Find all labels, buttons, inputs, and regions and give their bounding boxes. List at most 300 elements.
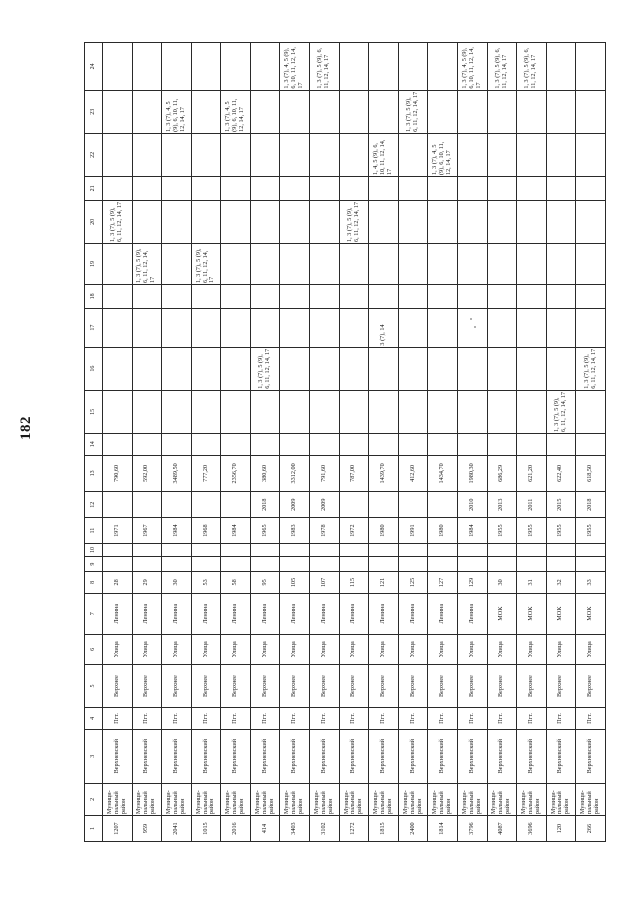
col-10-cell bbox=[280, 544, 310, 557]
col-22-cell bbox=[487, 133, 517, 176]
col-17-cell bbox=[517, 308, 547, 347]
record-id-cell: 1272 bbox=[339, 816, 369, 842]
col-20-cell bbox=[576, 200, 606, 243]
col-18-cell bbox=[162, 284, 192, 308]
settlement-name-cell: Верхнее bbox=[546, 664, 576, 707]
record-id-cell: 1815 bbox=[369, 816, 399, 842]
col-16-cell bbox=[398, 347, 428, 390]
col-24-cell bbox=[103, 43, 133, 91]
street-name-cell: Ленина bbox=[250, 593, 280, 634]
col-20-cell bbox=[457, 200, 487, 243]
total-area-cell: 380,60 bbox=[250, 455, 280, 492]
repair-year-cell bbox=[103, 492, 133, 518]
col-17-cell bbox=[103, 308, 133, 347]
municipality-type-cell: Муници-пальный район bbox=[339, 783, 369, 815]
street-type-cell: Улица bbox=[191, 634, 221, 664]
repair-year-cell bbox=[162, 492, 192, 518]
column-number: 14 bbox=[85, 433, 103, 455]
total-area-cell: 3312,00 bbox=[280, 455, 310, 492]
col-17-cell bbox=[132, 308, 162, 347]
col-19-cell bbox=[487, 243, 517, 284]
col-23-cell bbox=[517, 90, 547, 133]
total-area-cell: 622,40 bbox=[546, 455, 576, 492]
col-9-cell bbox=[280, 557, 310, 572]
col-16-cell bbox=[280, 347, 310, 390]
col-10-cell bbox=[576, 544, 606, 557]
col-15-cell bbox=[369, 390, 399, 433]
record-id-cell: 3102 bbox=[310, 816, 340, 842]
col-20-cell bbox=[517, 200, 547, 243]
district-name-cell: Верхневский bbox=[369, 729, 399, 783]
col-20-cell bbox=[191, 200, 221, 243]
district-name-cell: Верхневский bbox=[280, 729, 310, 783]
build-year-cell: 1965 bbox=[250, 518, 280, 544]
settlement-type-cell: Пгт. bbox=[280, 708, 310, 730]
house-number-cell: 33 bbox=[576, 572, 606, 594]
settlement-type-cell: Пгт. bbox=[546, 708, 576, 730]
col-9-cell bbox=[132, 557, 162, 572]
settlement-name-cell: Верхнее bbox=[250, 664, 280, 707]
col-9-cell bbox=[103, 557, 133, 572]
settlement-name-cell: Верхнее bbox=[517, 664, 547, 707]
column-number: 3 bbox=[85, 729, 103, 783]
col-9-cell bbox=[162, 557, 192, 572]
street-name-cell: МОК bbox=[517, 593, 547, 634]
col-9-cell bbox=[310, 557, 340, 572]
col-20-cell bbox=[428, 200, 458, 243]
house-number-cell: 125 bbox=[398, 572, 428, 594]
municipality-type-cell: Муници-пальный район bbox=[250, 783, 280, 815]
col-10-cell bbox=[162, 544, 192, 557]
col-20-cell bbox=[487, 200, 517, 243]
col-15-cell bbox=[221, 390, 251, 433]
record-id-cell: 414 bbox=[250, 816, 280, 842]
col-23-cell bbox=[576, 90, 606, 133]
build-year-cell: 1955 bbox=[517, 518, 547, 544]
col-19-cell bbox=[103, 243, 133, 284]
col-18-cell bbox=[369, 284, 399, 308]
col-15-cell bbox=[191, 390, 221, 433]
column-number: 13 bbox=[85, 455, 103, 492]
col-16-cell bbox=[546, 347, 576, 390]
settlement-type-cell: Пгт. bbox=[398, 708, 428, 730]
rotated-table-frame bbox=[84, 42, 606, 842]
house-number-cell: 31 bbox=[517, 572, 547, 594]
total-area-cell: 618,50 bbox=[576, 455, 606, 492]
col-17-cell bbox=[487, 308, 517, 347]
street-type-cell: Улица bbox=[457, 634, 487, 664]
col-23-cell bbox=[280, 90, 310, 133]
col-9-cell bbox=[250, 557, 280, 572]
column-number: 4 bbox=[85, 708, 103, 730]
col-21-cell bbox=[487, 177, 517, 201]
col-23-cell bbox=[487, 90, 517, 133]
col-14-cell bbox=[369, 433, 399, 455]
build-year-cell: 1991 bbox=[398, 518, 428, 544]
column-number: 21 bbox=[85, 177, 103, 201]
col-17-cell bbox=[280, 308, 310, 347]
col-18-cell bbox=[221, 284, 251, 308]
street-type-cell: Улица bbox=[398, 634, 428, 664]
col-16-cell bbox=[517, 347, 547, 390]
col-19-cell bbox=[576, 243, 606, 284]
street-type-cell: Улица bbox=[132, 634, 162, 664]
col-14-cell bbox=[221, 433, 251, 455]
col-15-cell bbox=[310, 390, 340, 433]
total-area-cell: 1434,70 bbox=[428, 455, 458, 492]
table-body bbox=[103, 43, 606, 842]
col-22-cell: 1, 4, 5 (9), 6, 10, 11, 12, 14, 17 bbox=[369, 133, 399, 176]
settlement-type-cell: Пгт. bbox=[457, 708, 487, 730]
municipality-type-cell: Муници-пальный район bbox=[398, 783, 428, 815]
total-area-cell: 686,29 bbox=[487, 455, 517, 492]
settlement-type-cell: Пгт. bbox=[487, 708, 517, 730]
settlement-type-cell: Пгт. bbox=[310, 708, 340, 730]
col-16-cell bbox=[369, 347, 399, 390]
record-id-cell: 1814 bbox=[428, 816, 458, 842]
col-23-cell: 1, 3 (7), 5 (9), 6, 11, 12, 14, 17 bbox=[398, 90, 428, 133]
repair-year-cell bbox=[369, 492, 399, 518]
col-16-cell bbox=[457, 347, 487, 390]
col-18-cell bbox=[310, 284, 340, 308]
record-id-cell: 1015 bbox=[191, 816, 221, 842]
municipality-type-cell: Муници-пальный район bbox=[280, 783, 310, 815]
col-24-cell bbox=[398, 43, 428, 91]
col-14-cell bbox=[546, 433, 576, 455]
column-number: 11 bbox=[85, 518, 103, 544]
street-type-cell: Улица bbox=[546, 634, 576, 664]
build-year-cell: 1971 bbox=[103, 518, 133, 544]
record-id-cell: 3796 bbox=[457, 816, 487, 842]
col-17-cell: 3 (7), 14 bbox=[369, 308, 399, 347]
street-name-cell: Ленина bbox=[221, 593, 251, 634]
repair-year-cell: 2018 bbox=[250, 492, 280, 518]
col-22-cell bbox=[310, 133, 340, 176]
col-14-cell bbox=[517, 433, 547, 455]
table-row bbox=[221, 43, 251, 842]
settlement-type-cell: Пгт. bbox=[428, 708, 458, 730]
municipality-type-cell: Муници-пальный район bbox=[103, 783, 133, 815]
settlement-name-cell: Верхнее bbox=[280, 664, 310, 707]
build-year-cell: 1980 bbox=[369, 518, 399, 544]
col-10-cell bbox=[250, 544, 280, 557]
col-24-cell bbox=[191, 43, 221, 91]
total-area-cell: 790,60 bbox=[103, 455, 133, 492]
col-14-cell bbox=[250, 433, 280, 455]
col-9-cell bbox=[428, 557, 458, 572]
build-year-cell: 1955 bbox=[546, 518, 576, 544]
col-24-cell bbox=[221, 43, 251, 91]
settlement-type-cell: Пгт. bbox=[191, 708, 221, 730]
col-20-cell bbox=[221, 200, 251, 243]
col-16-cell bbox=[487, 347, 517, 390]
col-24-cell: 1, 3 (7), 5 (9), 6, 11, 12, 14, 17 bbox=[517, 43, 547, 91]
col-17-cell bbox=[221, 308, 251, 347]
column-number: 22 bbox=[85, 133, 103, 176]
col-15-cell bbox=[162, 390, 192, 433]
district-name-cell: Верхневский bbox=[339, 729, 369, 783]
repair-year-cell: 2015 bbox=[546, 492, 576, 518]
col-20-cell bbox=[132, 200, 162, 243]
street-type-cell: Улица bbox=[339, 634, 369, 664]
col-21-cell bbox=[103, 177, 133, 201]
col-20-cell: 1, 3 (7), 5 (9), 6, 11, 12, 14, 17 bbox=[103, 200, 133, 243]
build-year-cell: 1978 bbox=[310, 518, 340, 544]
street-name-cell: Ленина bbox=[428, 593, 458, 634]
column-number: 17 bbox=[85, 308, 103, 347]
table-row bbox=[339, 43, 369, 842]
col-10-cell bbox=[428, 544, 458, 557]
district-name-cell: Верхневский bbox=[457, 729, 487, 783]
settlement-type-cell: Пгт. bbox=[339, 708, 369, 730]
table-row bbox=[103, 43, 133, 842]
col-21-cell bbox=[310, 177, 340, 201]
col-21-cell bbox=[339, 177, 369, 201]
settlement-type-cell: Пгт. bbox=[162, 708, 192, 730]
house-number-cell: 107 bbox=[310, 572, 340, 594]
house-number-cell: 53 bbox=[191, 572, 221, 594]
col-23-cell bbox=[457, 90, 487, 133]
street-name-cell: Ленина bbox=[162, 593, 192, 634]
col-9-cell bbox=[398, 557, 428, 572]
col-18-cell bbox=[250, 284, 280, 308]
settlement-name-cell: Верхнее bbox=[339, 664, 369, 707]
col-14-cell bbox=[162, 433, 192, 455]
house-number-cell: 115 bbox=[339, 572, 369, 594]
district-name-cell: Верхневский bbox=[103, 729, 133, 783]
street-type-cell: Улица bbox=[428, 634, 458, 664]
col-17-cell bbox=[428, 308, 458, 347]
col-14-cell bbox=[487, 433, 517, 455]
record-id-cell: 266 bbox=[576, 816, 606, 842]
settlement-name-cell: Верхнее bbox=[191, 664, 221, 707]
municipality-type-cell: Муници-пальный район bbox=[132, 783, 162, 815]
municipality-type-cell: Муници-пальный район bbox=[576, 783, 606, 815]
total-area-cell: 1980,30 bbox=[457, 455, 487, 492]
col-9-cell bbox=[487, 557, 517, 572]
col-9-cell bbox=[339, 557, 369, 572]
column-number: 15 bbox=[85, 390, 103, 433]
column-number: 18 bbox=[85, 284, 103, 308]
column-number: 5 bbox=[85, 664, 103, 707]
col-18-cell bbox=[339, 284, 369, 308]
col-18-cell bbox=[576, 284, 606, 308]
settlement-type-cell: Пгт. bbox=[369, 708, 399, 730]
district-name-cell: Верхневский bbox=[576, 729, 606, 783]
settlement-name-cell: Верхнее bbox=[310, 664, 340, 707]
build-year-cell: 1983 bbox=[280, 518, 310, 544]
col-17-cell bbox=[310, 308, 340, 347]
col-9-cell bbox=[576, 557, 606, 572]
street-name-cell: МОК bbox=[546, 593, 576, 634]
column-number: 8 bbox=[85, 572, 103, 594]
col-23-cell bbox=[428, 90, 458, 133]
col-10-cell bbox=[457, 544, 487, 557]
col-15-cell bbox=[280, 390, 310, 433]
settlement-type-cell: Пгт. bbox=[517, 708, 547, 730]
col-21-cell bbox=[428, 177, 458, 201]
col-23-cell bbox=[103, 90, 133, 133]
col-19-cell bbox=[369, 243, 399, 284]
district-name-cell: Верхневский bbox=[310, 729, 340, 783]
col-15-cell bbox=[103, 390, 133, 433]
street-name-cell: Ленина bbox=[132, 593, 162, 634]
street-type-cell: Улица bbox=[310, 634, 340, 664]
column-number: 19 bbox=[85, 243, 103, 284]
col-21-cell bbox=[457, 177, 487, 201]
col-15-cell bbox=[339, 390, 369, 433]
table-row bbox=[428, 43, 458, 842]
col-14-cell bbox=[428, 433, 458, 455]
col-18-cell bbox=[103, 284, 133, 308]
col-19-cell bbox=[517, 243, 547, 284]
page-number: 182 bbox=[18, 416, 34, 440]
total-area-cell: 2356,70 bbox=[221, 455, 251, 492]
col-21-cell bbox=[250, 177, 280, 201]
col-18-cell bbox=[132, 284, 162, 308]
col-16-cell bbox=[221, 347, 251, 390]
street-type-cell: Улица bbox=[162, 634, 192, 664]
record-id-cell: 3696 bbox=[517, 816, 547, 842]
street-name-cell: МОК bbox=[487, 593, 517, 634]
col-18-cell bbox=[191, 284, 221, 308]
col-9-cell bbox=[457, 557, 487, 572]
col-14-cell bbox=[339, 433, 369, 455]
col-21-cell bbox=[517, 177, 547, 201]
col-19-cell: 1, 3 (7), 5 (9), 6, 11, 12, 14, 17 bbox=[191, 243, 221, 284]
table-row bbox=[369, 43, 399, 842]
col-18-cell bbox=[457, 284, 487, 308]
col-19-cell bbox=[250, 243, 280, 284]
record-id-cell: 2400 bbox=[398, 816, 428, 842]
street-name-cell: Ленина bbox=[103, 593, 133, 634]
table-row bbox=[576, 43, 606, 842]
total-area-cell: 3489,50 bbox=[162, 455, 192, 492]
record-id-cell: 2016 bbox=[221, 816, 251, 842]
build-year-cell: 1955 bbox=[487, 518, 517, 544]
municipality-type-cell: Муници-пальный район bbox=[517, 783, 547, 815]
col-17-cell bbox=[191, 308, 221, 347]
col-9-cell bbox=[191, 557, 221, 572]
municipality-type-cell: Муници-пальный район bbox=[369, 783, 399, 815]
street-name-cell: Ленина bbox=[457, 593, 487, 634]
total-area-cell: 787,00 bbox=[339, 455, 369, 492]
municipality-type-cell: Муници-пальный район bbox=[221, 783, 251, 815]
table-row bbox=[310, 43, 340, 842]
col-17-cell bbox=[339, 308, 369, 347]
build-year-cell: 1967 bbox=[132, 518, 162, 544]
col-19-cell bbox=[398, 243, 428, 284]
house-number-cell: 29 bbox=[132, 572, 162, 594]
column-number: 10 bbox=[85, 544, 103, 557]
col-20-cell bbox=[280, 200, 310, 243]
house-number-cell: 28 bbox=[103, 572, 133, 594]
col-14-cell bbox=[103, 433, 133, 455]
col-24-cell bbox=[132, 43, 162, 91]
total-area-cell: 621,20 bbox=[517, 455, 547, 492]
table-row bbox=[132, 43, 162, 842]
col-22-cell bbox=[221, 133, 251, 176]
col-14-cell bbox=[310, 433, 340, 455]
col-10-cell bbox=[221, 544, 251, 557]
col-20-cell bbox=[546, 200, 576, 243]
col-19-cell bbox=[162, 243, 192, 284]
col-22-cell bbox=[398, 133, 428, 176]
record-id-cell: 2041 bbox=[162, 816, 192, 842]
municipality-type-cell: Муници-пальный район bbox=[487, 783, 517, 815]
street-type-cell: Улица bbox=[221, 634, 251, 664]
col-14-cell bbox=[576, 433, 606, 455]
street-type-cell: Улица bbox=[250, 634, 280, 664]
col-24-cell bbox=[428, 43, 458, 91]
col-23-cell bbox=[310, 90, 340, 133]
street-name-cell: Ленина bbox=[191, 593, 221, 634]
municipality-type-cell: Муници-пальный район bbox=[191, 783, 221, 815]
col-17-cell bbox=[250, 308, 280, 347]
col-19-cell bbox=[546, 243, 576, 284]
build-year-cell: 1984 bbox=[162, 518, 192, 544]
col-22-cell bbox=[576, 133, 606, 176]
col-22-cell bbox=[280, 133, 310, 176]
district-name-cell: Верхневский bbox=[132, 729, 162, 783]
house-number-cell: 32 bbox=[546, 572, 576, 594]
col-17-cell bbox=[576, 308, 606, 347]
col-9-cell bbox=[517, 557, 547, 572]
settlement-name-cell: Верхнее bbox=[132, 664, 162, 707]
district-name-cell: Верхневский bbox=[517, 729, 547, 783]
repair-year-cell bbox=[398, 492, 428, 518]
total-area-cell: 592,00 bbox=[132, 455, 162, 492]
col-21-cell bbox=[191, 177, 221, 201]
col-18-cell bbox=[487, 284, 517, 308]
build-year-cell: 1955 bbox=[576, 518, 606, 544]
col-23-cell bbox=[132, 90, 162, 133]
settlement-name-cell: Верхнее bbox=[428, 664, 458, 707]
municipality-type-cell: Муници-пальный район bbox=[546, 783, 576, 815]
col-23-cell bbox=[339, 90, 369, 133]
column-number: 16 bbox=[85, 347, 103, 390]
col-24-cell bbox=[250, 43, 280, 91]
col-16-cell bbox=[428, 347, 458, 390]
build-year-cell: 1980 bbox=[428, 518, 458, 544]
col-16-cell bbox=[310, 347, 340, 390]
col-9-cell bbox=[221, 557, 251, 572]
housing-register-table bbox=[84, 42, 606, 842]
column-number: 1 bbox=[85, 816, 103, 842]
total-area-cell: 412,60 bbox=[398, 455, 428, 492]
street-type-cell: Улица bbox=[280, 634, 310, 664]
col-15-cell bbox=[428, 390, 458, 433]
col-16-cell bbox=[162, 347, 192, 390]
record-id-cell: 4087 bbox=[487, 816, 517, 842]
repair-year-cell: 2009 bbox=[310, 492, 340, 518]
col-10-cell bbox=[191, 544, 221, 557]
column-number: 20 bbox=[85, 200, 103, 243]
house-number-cell: 30 bbox=[162, 572, 192, 594]
street-name-cell: МОК bbox=[576, 593, 606, 634]
col-15-cell bbox=[457, 390, 487, 433]
record-id-cell: 1207 bbox=[103, 816, 133, 842]
col-15-cell bbox=[576, 390, 606, 433]
col-19-cell bbox=[339, 243, 369, 284]
col-19-cell bbox=[221, 243, 251, 284]
col-20-cell bbox=[162, 200, 192, 243]
table-row bbox=[162, 43, 192, 842]
col-23-cell bbox=[191, 90, 221, 133]
repair-year-cell: 2009 bbox=[280, 492, 310, 518]
col-17-cell bbox=[162, 308, 192, 347]
street-type-cell: Улица bbox=[103, 634, 133, 664]
